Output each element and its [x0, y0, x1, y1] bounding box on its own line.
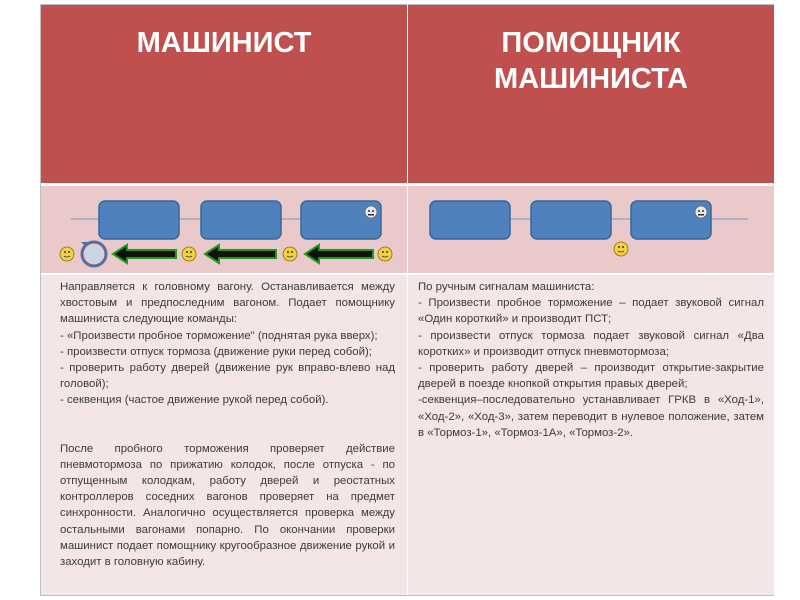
driver-instructions — [41, 275, 407, 595]
left-arrow-icon — [113, 245, 176, 263]
header-assistant — [408, 5, 774, 183]
spacer — [60, 409, 395, 441]
driver-command-release: - произвести отпуск тормоза (движение руки перед собой); — [60, 345, 372, 358]
driver-command-brake: - «Произвести пробное торможение" (поднятая рука вверх); — [60, 329, 378, 342]
driver-train-diagram — [41, 186, 407, 273]
driver-train-svg — [41, 186, 407, 273]
assistant-train-svg — [408, 186, 774, 273]
header-assistant-title-line2: МАШИНИСТА — [494, 63, 688, 95]
header-assistant-title-line1: ПОМОЩНИК — [501, 27, 681, 59]
smiley-icon — [182, 247, 196, 261]
driver-command-doors: - проверить работу дверей (движение рук вправо-влево над головой); — [60, 362, 395, 391]
smiley-icon — [614, 242, 628, 256]
driver-paragraph-check: После пробного торможения проверяет действие пневмотормоза по прижатию колодок, после отпуска - по отпущенным колодкам, работу дверей и реостатных контроллеров соседних вагонов проверяет на предмет синхронности. Аналогично осуществляется проверка между остальными вагонами попарно. По окончании проверки машинист подает помощнику кругообразное движение рукой и заходит в головную кабину. — [60, 442, 395, 569]
assistant-action-doors: - проверить работу дверей – производит открытие-закрытие дверей в поезде кнопкой открытия правых дверей; — [418, 362, 764, 391]
assistant-instructions — [408, 275, 774, 595]
assistant-action-sequence: -секвенция–последовательно устанавливает ГРКВ в «Ход-1», «Ход-2», «Ход-3», затем переводит в нулевое положение, затем в «Тормоз-1», «Тормоз-1А», «Тормоз-2». — [418, 394, 764, 439]
train-car-1 — [430, 201, 510, 239]
assistant-paragraph-intro: По ручным сигналам машиниста: — [418, 281, 595, 293]
assistant-action-brake: - Произвести пробное торможение – подает звуковой сигнал «Один короткий» и производит ПСТ; — [418, 297, 764, 326]
assistant-action-release: - произвести отпуск тормоза подает звуковой сигнал «Два коротких» и производит отпуск пневмотормоза; — [418, 329, 764, 358]
train-car-1 — [99, 201, 179, 239]
train-car-2 — [531, 201, 611, 239]
smiley-icon — [378, 247, 392, 261]
assistant-train-diagram — [408, 186, 774, 273]
circular-arrow-icon — [81, 242, 106, 266]
left-arrow-icon — [205, 245, 276, 263]
header-driver-title: МАШИНИСТ — [136, 27, 312, 59]
left-arrow-icon — [305, 245, 373, 263]
column-divider — [407, 5, 408, 595]
smiley-icon — [283, 247, 297, 261]
train-car-2 — [201, 201, 281, 239]
cab-face-icon — [695, 206, 707, 218]
driver-paragraph-intro: Направляется к головному вагону. Останавливается между хвостовым и предпоследним вагоном. Подает помощнику машиниста следующие команды: — [60, 281, 395, 326]
header-driver — [41, 5, 407, 183]
driver-command-sequence: - секвенция (частое движение рукой перед собой). — [60, 394, 329, 407]
cab-face-icon — [365, 206, 377, 218]
comparison-table — [40, 4, 774, 596]
smiley-icon — [60, 247, 74, 261]
